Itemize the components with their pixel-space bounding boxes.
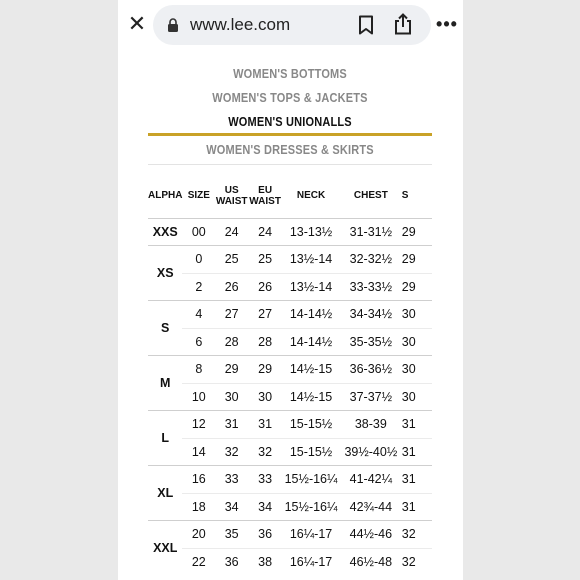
cell-chest: 41-42¼ (340, 466, 402, 494)
more-options-icon[interactable]: ••• (436, 14, 458, 34)
cell-size: 8 (182, 356, 215, 384)
cell-neck: 14½-15 (282, 356, 340, 384)
tab-womens-dresses-skirts[interactable]: WOMEN'S DRESSES & SKIRTS (206, 143, 374, 157)
cell-us: 32 (215, 438, 248, 466)
alpha-size-cell: M (148, 356, 182, 411)
cell-next: 31 (402, 466, 432, 494)
cell-size: 4 (182, 301, 215, 329)
phone-screen (118, 0, 463, 580)
browser-toolbar (118, 0, 463, 50)
cell-next: 31 (402, 493, 432, 521)
cell-eu: 30 (248, 383, 282, 411)
table-row (148, 383, 432, 411)
table-clip (118, 50, 432, 580)
cell-us: 33 (215, 466, 248, 494)
cell-next: 30 (402, 301, 432, 329)
tab-womens-bottoms[interactable]: WOMEN'S BOTTOMS (233, 67, 347, 81)
cell-eu: 36 (248, 521, 282, 549)
header-eu-waist: EU WAIST (249, 184, 281, 207)
cell-next: 29 (402, 218, 432, 246)
cell-size: 0 (182, 246, 215, 274)
cell-neck: 13½-14 (282, 273, 340, 301)
cell-next: 29 (402, 273, 432, 301)
cell-size: 16 (182, 466, 215, 494)
header-size: SIZE (187, 190, 210, 202)
cell-next: 32 (402, 521, 432, 549)
header-alpha: ALPHA (148, 190, 183, 202)
cell-size: 6 (182, 328, 215, 356)
cell-next: 31 (402, 438, 432, 466)
table-row (148, 548, 432, 576)
cell-size: 12 (182, 411, 215, 439)
cell-us: 28 (215, 328, 248, 356)
cell-neck: 15-15½ (282, 411, 340, 439)
cell-neck: 16¼-17 (282, 521, 340, 549)
share-icon[interactable] (393, 13, 413, 35)
table-row (148, 493, 432, 521)
cell-chest: 35-35½ (340, 328, 402, 356)
cell-eu: 27 (248, 301, 282, 329)
cell-eu: 28 (248, 328, 282, 356)
cell-neck: 15½-16¼ (282, 493, 340, 521)
header-chest: CHEST (353, 190, 388, 202)
url-text: www.lee.com (190, 15, 291, 34)
alpha-size-cell: XXS (148, 218, 182, 246)
table-row (148, 218, 432, 246)
cell-chest: 34-34½ (340, 301, 402, 329)
cell-chest: 36-36½ (340, 356, 402, 384)
table-row (148, 466, 432, 494)
cell-chest: 42¾-44 (340, 493, 402, 521)
cell-us: 25 (215, 246, 248, 274)
cell-next: 30 (402, 328, 432, 356)
cell-neck: 14½-15 (282, 383, 340, 411)
cell-us: 26 (215, 273, 248, 301)
table-row (148, 328, 432, 356)
cell-eu: 25 (248, 246, 282, 274)
cell-neck: 13½-14 (282, 246, 340, 274)
tab-womens-tops-jackets[interactable]: WOMEN'S TOPS & JACKETS (212, 91, 368, 105)
tab-womens-unionalls[interactable]: WOMEN'S UNIONALLS (228, 115, 352, 129)
cell-next: 30 (402, 356, 432, 384)
cell-chest: 33-33½ (340, 273, 402, 301)
cell-next: 32 (402, 548, 432, 576)
cell-chest: 39½-40½ (340, 438, 402, 466)
cell-us: 34 (215, 493, 248, 521)
cell-neck: 14-14½ (282, 301, 340, 329)
table-header-row (148, 174, 432, 218)
table-row (148, 273, 432, 301)
alpha-size-cell: XS (148, 246, 182, 301)
cell-size: 22 (182, 548, 215, 576)
table-row (148, 411, 432, 439)
size-chart-table (148, 174, 432, 576)
cell-next: 30 (402, 383, 432, 411)
cell-next: 29 (402, 246, 432, 274)
cell-neck: 13-13½ (282, 218, 340, 246)
cell-us: 30 (215, 383, 248, 411)
cell-neck: 15½-16¼ (282, 466, 340, 494)
table-row (148, 521, 432, 549)
header-next: S (401, 190, 409, 202)
cell-eu: 38 (248, 548, 282, 576)
cell-next: 31 (402, 411, 432, 439)
alpha-size-cell: XXL (148, 521, 182, 576)
cell-chest: 38-39 (340, 411, 402, 439)
page-content (118, 50, 463, 580)
cell-us: 24 (215, 218, 248, 246)
cell-eu: 34 (248, 493, 282, 521)
cell-chest: 37-37½ (340, 383, 402, 411)
table-row (148, 356, 432, 384)
cell-chest: 46½-48 (340, 548, 402, 576)
header-us-waist: US WAIST (215, 184, 248, 207)
table-body (148, 218, 432, 576)
cell-size: 14 (182, 438, 215, 466)
cell-eu: 32 (248, 438, 282, 466)
cell-eu: 26 (248, 273, 282, 301)
cell-us: 27 (215, 301, 248, 329)
lock-icon (167, 17, 179, 33)
cell-chest: 44½-46 (340, 521, 402, 549)
cell-chest: 32-32½ (340, 246, 402, 274)
table-row (148, 438, 432, 466)
address-bar[interactable] (153, 5, 431, 45)
cell-eu: 33 (248, 466, 282, 494)
cell-size: 2 (182, 273, 215, 301)
cell-us: 31 (215, 411, 248, 439)
cell-us: 29 (215, 356, 248, 384)
table-row (148, 246, 432, 274)
close-icon[interactable]: ✕ (127, 11, 147, 36)
cell-eu: 31 (248, 411, 282, 439)
cell-size: 20 (182, 521, 215, 549)
cell-neck: 16¼-17 (282, 548, 340, 576)
bookmark-icon[interactable] (358, 15, 374, 35)
cell-neck: 15-15½ (282, 438, 340, 466)
table-row (148, 301, 432, 329)
cell-size: 00 (182, 218, 215, 246)
cell-size: 18 (182, 493, 215, 521)
alpha-size-cell: S (148, 301, 182, 356)
cell-us: 36 (215, 548, 248, 576)
cell-neck: 14-14½ (282, 328, 340, 356)
cell-chest: 31-31½ (340, 218, 402, 246)
cell-us: 35 (215, 521, 248, 549)
cell-size: 10 (182, 383, 215, 411)
alpha-size-cell: XL (148, 466, 182, 521)
alpha-size-cell: L (148, 411, 182, 466)
cell-eu: 24 (248, 218, 282, 246)
cell-eu: 29 (248, 356, 282, 384)
header-neck: NECK (296, 190, 326, 202)
